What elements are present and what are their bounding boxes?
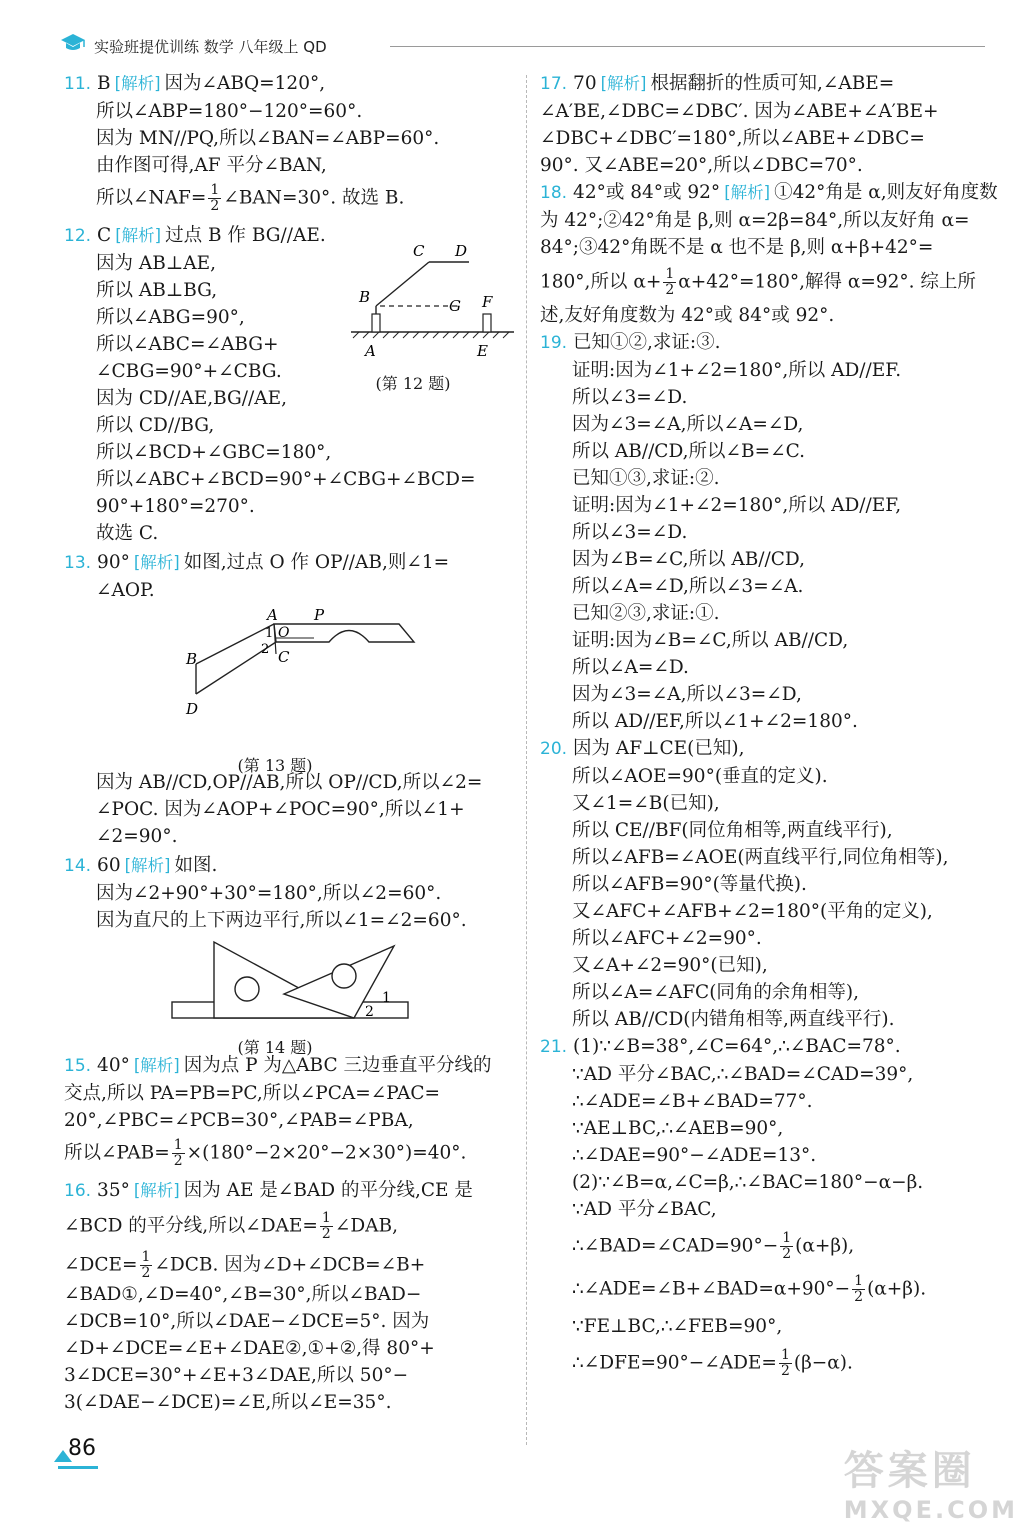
answer: 42°或 84°或 92° [573,182,721,203]
question-21 [540,1033,988,1379]
text-line: 如图. [174,855,218,876]
answer: 90° [97,552,130,573]
text-line: 又∠A+∠2=90°(已知), [572,955,768,976]
text-line: ∠D+∠DCE=∠E+∠DAE②,①+②,得 80°+ [64,1338,435,1359]
figure-13-diagram [64,604,516,744]
answer: 70 [573,73,597,94]
text-line: 如图,过点 O 作 OP//AB,则∠1= [183,552,450,573]
label-angle-2: 2 [261,642,270,657]
text-line: 90°. 又∠ABE=20°,所以∠DBC=70°. [540,155,863,176]
label-G: G [449,297,461,315]
numerator: 1 [780,1347,790,1363]
numerator: 1 [173,1137,183,1153]
text-line: 述,友好角度数为 42°或 84°或 92°. [540,305,835,326]
text-line: 所以 AB⊥BG, [96,280,218,301]
text-line: 因为∠3=∠A,所以∠3=∠D, [572,684,802,705]
question-18 [540,179,998,329]
text-line: 因为直尺的上下两边平行,所以∠1=∠2=60°. [96,910,467,931]
text-line: 因为∠ABQ=120°, [164,73,326,94]
question-number: 18. [540,183,568,203]
label-D: D [186,700,199,718]
text-line: 因为 MN//PQ,所以∠BAN=∠ABP=60°. [96,128,440,149]
text-line: (2)∵∠B=α,∠C=β,∴∠BAC=180°−α−β. [572,1172,924,1193]
text-line: 因为 AB//CD,OP//AB,所以 OP//CD,所以∠2= [96,772,483,793]
denominator: 2 [321,1226,331,1242]
header-title: 实验班提优训练 数学 八年级上 QD [94,38,327,56]
numerator: 1 [854,1273,864,1289]
analysis-tag: [解析] [124,856,171,875]
label-angle-1: 1 [265,626,274,641]
text-line: ∵AE⊥BC,∴∠AEB=90°, [572,1118,784,1139]
text-line: ∠BAD①,∠D=40°,∠B=30°,所以∠BAD− [64,1284,422,1305]
label-B: B [186,650,198,668]
analysis-tag: [解析] [133,1181,180,1200]
fraction [852,1274,865,1305]
text-line: 已知②③,求证:①. [572,603,720,624]
text-line: 过点 B 作 BG//AE. [165,225,326,246]
analysis-tag: [解析] [115,226,162,245]
label-E: E [477,342,488,360]
text-line: 交点,所以 PA=PB=PC,所以∠PCA=∠PAC= [64,1083,440,1104]
question-17 [540,70,988,179]
fraction [780,1231,793,1262]
text-line: 所以∠AFB=90°(等量代换). [572,874,807,895]
text-line: 因为∠B=∠C,所以 AB//CD, [572,549,805,570]
text-line: ∠CBG=90°+∠CBG. [96,361,282,382]
text-line: 所以∠A=∠D,所以∠3=∠A. [572,576,804,597]
label-O: O [278,625,290,641]
text-line: (1)∵∠B=38°,∠C=64°,∴∠BAC=78°. [573,1036,901,1057]
denominator: 2 [665,282,675,298]
text-line: 因为 AB⊥AE, [96,253,216,274]
header-rule [390,46,985,47]
text-line: 所以 CD//BG, [96,415,215,436]
question-number: 19. [540,333,568,353]
column-divider [526,75,527,1445]
question-13 [64,549,516,850]
text-line: ∵AD 平分∠BAC,∴∠BAD=∠CAD=39°, [572,1064,914,1085]
question-20 [540,735,988,1033]
question-11 [64,70,516,214]
denominator: 2 [173,1153,183,1169]
page-header [60,30,985,60]
text-line: ∵AD 平分∠BAC, [572,1199,717,1220]
text-fragment: (α+β). [867,1278,927,1300]
question-number: 12. [64,226,92,246]
watermark-logo [844,1439,1018,1524]
text-line: 根据翻折的性质可知,∠ABE= [650,73,895,94]
question-number: 16. [64,1181,92,1201]
fraction [663,267,676,298]
text-line: 又∠AFC+∠AFB+∠2=180°(平角的定义), [572,901,933,922]
watermark-line-2: MXQE.COM [843,1496,1018,1524]
text-fragment: ∠BAN=30°. 故选 B. [223,187,405,209]
text-line [64,1250,516,1281]
figure-14-caption: (第 14 题) [237,1038,313,1057]
page-number-underline [58,1466,98,1469]
text-line: 3∠DCE=30°+∠E+3∠DAE,所以 50°− [64,1365,409,1386]
text-line: 90°+180°=270°. [96,496,255,517]
text-line: 所以∠A=∠D. [572,657,689,678]
text-line: 证明:因为∠B=∠C,所以 AB//CD, [572,630,849,651]
analysis-tag: [解析] [133,553,180,572]
question-number: 15. [64,1056,92,1076]
text-fragment: ∴∠ADE=∠B+∠BAD=α+90°− [572,1278,851,1300]
text-line [540,1231,988,1262]
text-fragment: ∴∠DFE=90°−∠ADE= [572,1352,777,1374]
question-number: 20. [540,739,568,759]
text-fragment: ∠DCB. 因为∠D+∠DCB=∠B+ [154,1254,426,1276]
text-line: ∠A′BE,∠DBC=∠DBC′. 因为∠ABE+∠A′BE+ [540,101,939,122]
figure-14 [64,934,516,1057]
figure-12-caption: (第 12 题) [375,374,451,393]
label-angle-2: 2 [365,1004,374,1020]
text-fragment: (β−α). [793,1352,853,1374]
analysis-tag: [解析] [600,74,647,93]
figure-13 [64,604,516,775]
analysis-tag: [解析] [114,74,161,93]
text-line: 因为 CD//AE,BG//AE, [96,388,288,409]
text-line: ∴∠DAE=90°−∠ADE=13°. [572,1145,817,1166]
watermark-line-1: 答案圈 [843,1448,976,1494]
label-D: D [455,244,468,260]
text-line: 所以∠AOE=90°(垂直的定义). [572,766,828,787]
text-line: 20°,∠PBC=∠PCB=30°,∠PAB=∠PBA, [64,1110,414,1131]
text-line: 所以∠3=∠D. [572,387,688,408]
text-line: 故选 C. [96,523,159,544]
figure-14-diagram [64,934,516,1026]
answer: 40° [97,1055,130,1076]
text-line: 所以∠ABP=180°−120°=60°. [96,101,363,122]
text-line: 所以 AB//CD,所以∠B=∠C. [572,441,805,462]
text-fragment: α+42°=180°,解得 α=92°. 综上所 [678,271,976,293]
question-number: 14. [64,856,92,876]
text-line: 所以∠AFC+∠2=90°. [572,928,762,949]
denominator: 2 [854,1289,864,1305]
text-line [64,1138,516,1169]
text-fragment: 180°,所以 α+ [540,271,662,293]
fraction [320,1211,333,1242]
numerator: 1 [321,1210,331,1226]
text-fragment: ∴∠BAD=∠CAD=90°− [572,1235,779,1257]
question-number: 11. [64,74,92,94]
question-number: 13. [64,553,92,573]
denominator: 2 [782,1246,792,1262]
question-15 [64,1052,516,1169]
label-C: C [278,648,290,666]
fraction [208,183,221,214]
answer: 60 [97,855,121,876]
text-line: 所以∠ABG=90°, [96,307,245,328]
text-line: ∠DCB=10°,所以∠DAE−∠DCE=5°. 因为 [64,1311,430,1332]
text-line: 证明:因为∠1+∠2=180°,所以 AD//EF, [572,495,902,516]
fraction [779,1348,792,1379]
question-number: 17. [540,74,568,94]
question-16 [64,1177,516,1416]
text-line: 84°;③42°角既不是 α 也不是 β,则 α+β+42°= [540,237,934,258]
label-P: P [314,606,325,624]
text-line: 所以∠3=∠D. [572,522,688,543]
text-line: ∠AOP. [96,580,155,601]
text-fragment: 所以∠NAF= [96,187,207,209]
text-fragment: ∠BCD 的平分线,所以∠DAE= [64,1215,318,1237]
text-line: 又∠1=∠B(已知), [572,793,720,814]
text-line: 因为 AE 是∠BAD 的平分线,CE 是 [183,1180,473,1201]
text-line: 所以 AD//EF,所以∠1+∠2=180°. [572,711,858,732]
label-C: C [413,244,425,260]
fraction [172,1138,185,1169]
text-line: 已知①③,求证:②. [572,468,720,489]
text-line: 因为点 P 为△ABC 三边垂直平分线的 [183,1055,492,1076]
text-line: 证明:因为∠1+∠2=180°,所以 AD//EF. [572,360,902,381]
numerator: 1 [141,1249,151,1265]
text-line: 因为 AF⊥CE(已知), [573,738,745,759]
text-line [540,1274,988,1305]
text-line: 所以∠AFB=∠AOE(两直线平行,同位角相等), [572,847,949,868]
text-line: 因为∠3=∠A,所以∠A=∠D, [572,414,804,435]
text-line: 所以∠BCD+∠GBC=180°, [96,442,332,463]
denominator: 2 [210,198,220,214]
text-line: ∵FE⊥BC,∴∠FEB=90°, [572,1316,783,1337]
label-A: A [365,342,376,360]
text-line: 为 42°;②42°角是 β,则 α=2β=84°,所以友好角 α= [540,210,970,231]
label-angle-1: 1 [382,990,391,1006]
left-column [64,70,516,1416]
label-A: A [267,606,278,624]
label-B: B [359,288,371,306]
text-line: 因为∠2+90°+30°=180°,所以∠2=60°. [96,883,442,904]
answer: B [97,73,111,94]
question-14 [64,852,516,1057]
label-F: F [482,293,493,311]
text-fragment: (α+β), [795,1235,855,1257]
numerator: 1 [782,1230,792,1246]
text-line: 所以∠A=∠AFC(同角的余角相等), [572,982,860,1003]
question-12 [64,222,516,547]
question-number: 21. [540,1037,568,1057]
text-line [64,1211,516,1242]
page-number-text: 86 [68,1436,96,1461]
answer: C [97,225,112,246]
figure-12 [349,244,519,393]
text-fragment: 所以∠PAB= [64,1142,170,1164]
page-number [54,1436,104,1468]
graduation-cap-icon [60,32,86,54]
answer: 35° [97,1180,130,1201]
text-line: 所以∠ABC+∠BCD=90°+∠CBG+∠BCD= [96,469,476,490]
text-fragment: ∠DAB, [334,1215,398,1237]
text-line: 由作图可得,AF 平分∠BAN, [96,155,327,176]
figure-12-diagram [349,244,519,362]
text-fragment: ∠DCE= [64,1254,138,1276]
text-line: 已知①②,求证:③. [573,332,721,353]
text-line: 所以 CE//BF(同位角相等,两直线平行), [572,820,893,841]
analysis-tag: [解析] [133,1056,180,1075]
numerator: 1 [210,182,220,198]
text-line: 3(∠DAE−∠DCE)=∠E,所以∠E=35°. [64,1392,392,1413]
text-line [64,183,516,214]
text-line: 所以 AB//CD(内错角相等,两直线平行). [572,1009,895,1030]
text-line [540,267,988,298]
fraction [140,1250,153,1281]
numerator: 1 [665,266,675,282]
text-line [540,1348,988,1379]
denominator: 2 [780,1363,790,1379]
text-line: ∠DBC+∠DBC′=180°,所以∠ABE+∠DBC= [540,128,925,149]
text-line: ∠POC. 因为∠AOP+∠POC=90°,所以∠1+ [96,799,465,820]
question-19 [540,329,988,735]
denominator: 2 [141,1265,151,1281]
figure-13-caption: (第 13 题) [237,756,313,775]
text-line: 所以∠ABC=∠ABG+ [96,334,279,355]
right-column [540,70,998,1379]
analysis-tag: [解析] [724,183,771,202]
text-line: ∴∠ADE=∠B+∠BAD=77°. [572,1091,813,1112]
text-fragment: ×(180°−2×20°−2×30°)=40°. [186,1142,467,1164]
text-line: ①42°角是 α,则友好角度数 [774,182,998,203]
text-line: ∠2=90°. [96,826,178,847]
